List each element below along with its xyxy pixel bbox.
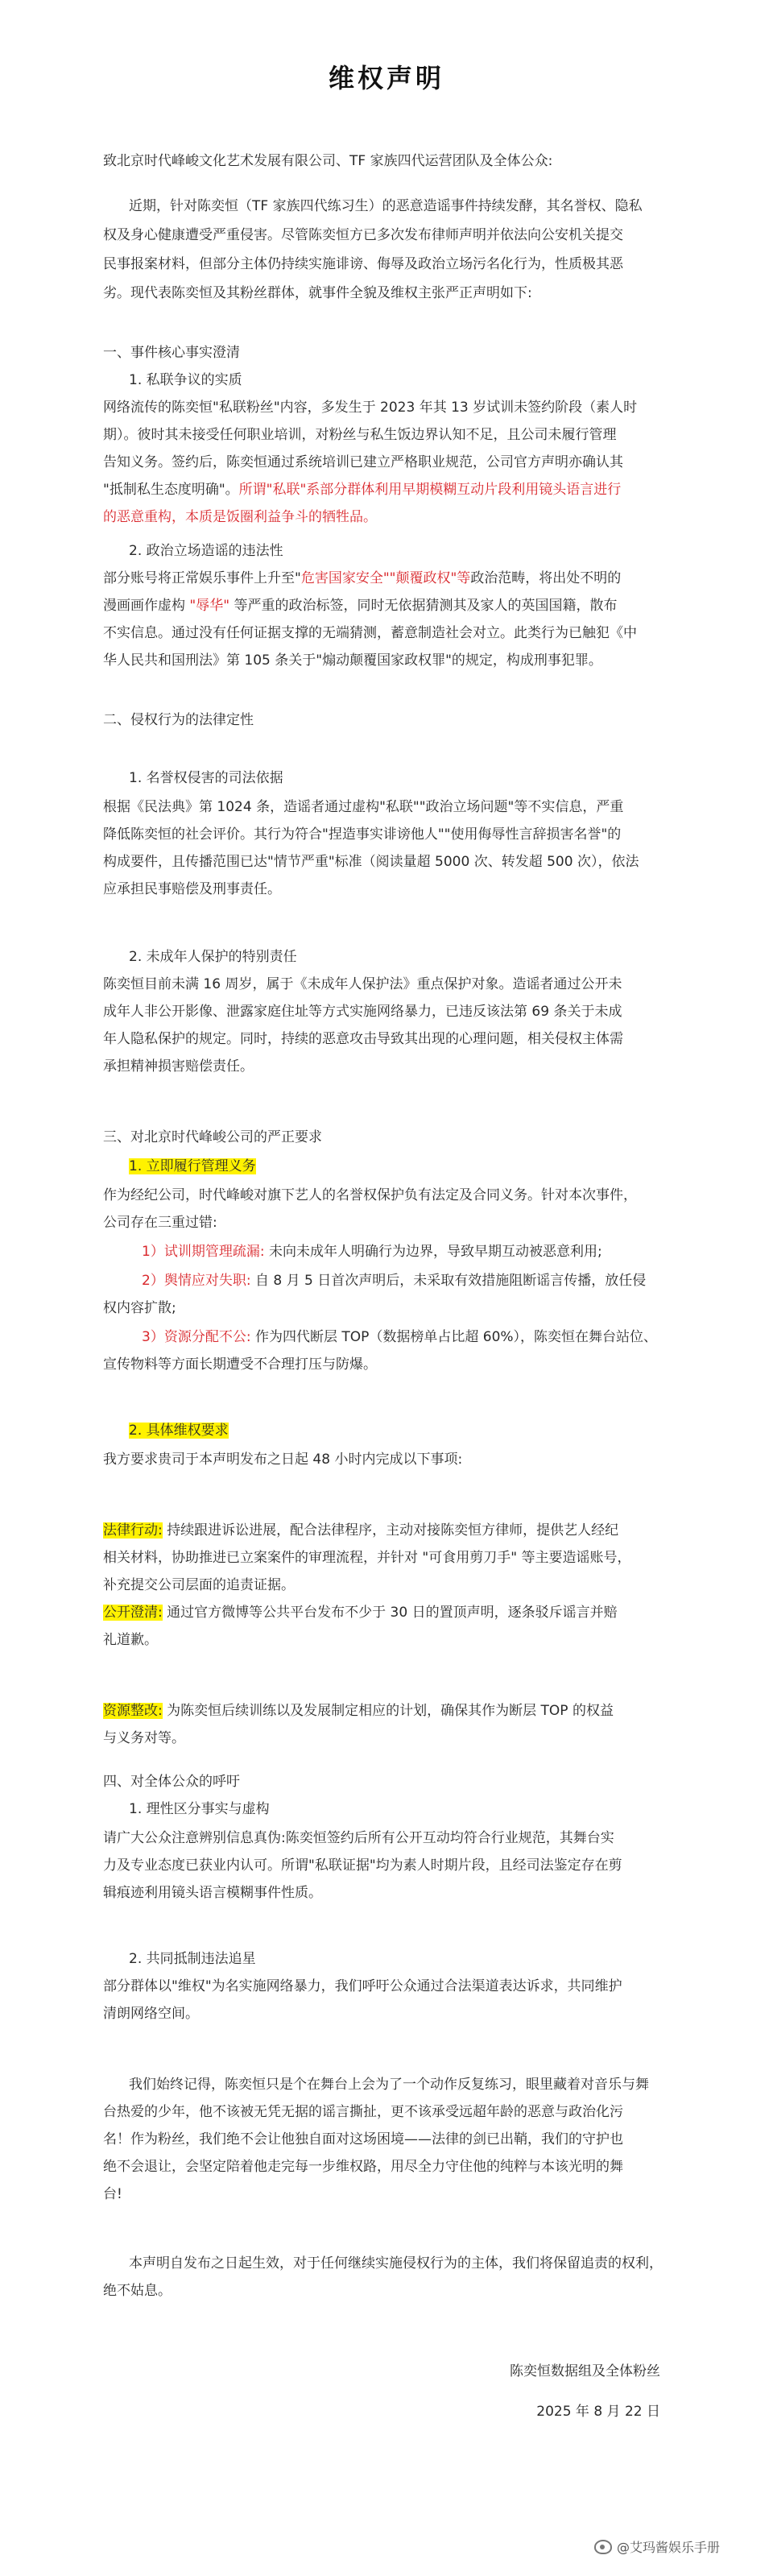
fault-label: 2）舆情应对失职: <box>142 1273 251 1289</box>
paragraph-line: 承担精神损害赔偿责任。 <box>103 1058 254 1075</box>
text-span: "抵制私生态度明确"。 <box>103 482 239 498</box>
text-span: 政治范畴，将出处不明的 <box>470 570 622 586</box>
paragraph-line: 清朗网络空间。 <box>103 2006 199 2022</box>
subsection-heading: 2. 共同抵制违法追星 <box>129 1951 256 1967</box>
page-title: 维权声明 <box>328 63 444 93</box>
effective-line: 绝不姑息。 <box>103 2283 172 2299</box>
watermark-text: @艾玛酱娱乐手册 <box>617 2540 721 2555</box>
paragraph-line: 不实信息。通过没有任何证据支撑的无端猜测，蓄意制造社会对立。此类行为已触犯《中 <box>103 625 637 641</box>
demand-item <box>103 1519 675 1542</box>
paragraph-line: 年人隐私保护的规定。同时，持续的恶意攻击导致其出现的心理问题，相关侵权主体需 <box>103 1031 623 1047</box>
fault-item <box>142 1326 713 1348</box>
demand-item <box>103 1700 675 1722</box>
subsection-heading <box>129 1419 701 1442</box>
salutation: 致北京时代峰峻文化艺术发展有限公司、TF 家族四代运营团队及全体公众: <box>103 153 553 169</box>
closing-line: 绝不会退让，会坚定陪着他走完每一步维权路，用尽全力守住他的纯粹与本该光明的舞 <box>103 2159 623 2175</box>
paragraph-line: 降低陈奕恒的社会评价。其行为符合"捏造事实诽谤他人""使用侮辱性言辞损害名誉"的 <box>103 826 622 843</box>
closing-line: 台热爱的少年，他不该被无凭无据的谣言撕扯，更不该承受远超年龄的恶意与政治化污 <box>103 2104 623 2120</box>
intro-line: 近期，针对陈奕恒（TF 家族四代练习生）的恶意造谣事件持续发酵，其名誉权、隐私 <box>129 198 643 214</box>
intro-line: 民事报案材料，但部分主体仍持续实施诽谤、侮辱及政治立场污名化行为，性质极其恶 <box>103 256 623 272</box>
paragraph-line: 部分群体以"维权"为名实施网络暴力，我们呼吁公众通过合法渠道表达诉求，共同维护 <box>103 1978 622 1994</box>
weibo-icon <box>594 2540 612 2554</box>
date: 2025 年 8 月 22 日 <box>536 2404 660 2420</box>
fault-label: 3）资源分配不公: <box>142 1329 251 1345</box>
subsection-heading: 1. 名誉权侵害的司法依据 <box>129 770 283 786</box>
fault-item <box>142 1240 713 1263</box>
fault-text: 宣传物料等方面长期遭受不合理打压与防爆。 <box>103 1356 377 1373</box>
demand-label: 公开澄清: <box>103 1605 163 1621</box>
fault-item <box>142 1269 713 1292</box>
subsection-heading: 2. 政治立场造谣的违法性 <box>129 543 283 559</box>
demand-label: 资源整改: <box>103 1703 163 1719</box>
fault-text: 自 8 月 5 日首次声明后，未采取有效措施阻断谣言传播，放任侵 <box>250 1273 647 1289</box>
text-span: 等严重的政治标签，同时无依据猜测其及家人的英国国籍，散布 <box>229 598 618 614</box>
fault-text: 未向未成年人明确行为边界，导致早期互动被恶意利用; <box>264 1244 602 1260</box>
paragraph-line: 与义务对等。 <box>103 1730 185 1746</box>
paragraph-line: 网络流传的陈奕恒"私联粉丝"内容，多发生于 2023 年其 13 岁试训未签约阶段（素人时 <box>103 400 638 416</box>
paragraph-line: 相关材料，协助推进已立案案件的审理流程，并针对 "可食用剪刀手" 等主要造谣账号， <box>103 1550 631 1566</box>
highlighted-heading: 1. 立即履行管理义务 <box>129 1158 256 1174</box>
paragraph-line <box>103 478 675 501</box>
paragraph-line: 公司存在三重过错: <box>103 1215 217 1231</box>
paragraph-line: 构成要件，且传播范围已达"情节严重"标准（阅读量超 5000 次、转发超 500 次），依法 <box>103 854 639 870</box>
subsection-heading: 1. 理性区分事实与虚构 <box>129 1801 270 1817</box>
highlight-red-text: 的恶意重构，本质是饭圈利益争斗的牺牲品。 <box>103 509 377 525</box>
section-heading: 一、事件核心事实澄清 <box>103 345 240 361</box>
paragraph-line: 我方要求贵司于本声明发布之日起 48 小时内完成以下事项: <box>103 1452 463 1468</box>
text-span: 漫画画作虚构 <box>103 598 190 614</box>
closing-line: 名！作为粉丝，我们绝不会让他独自面对这场困境——法律的剑已出鞘，我们的守护也 <box>103 2131 623 2147</box>
paragraph-line: 成年人非公开影像、泄露家庭住址等方式实施网络暴力，已违反该法第 69 条关于未成 <box>103 1004 622 1020</box>
paragraph-line: 辑痕迹利用镜头语言模糊事件性质。 <box>103 1885 322 1901</box>
section-heading: 二、侵权行为的法律定性 <box>103 712 254 728</box>
paragraph-line <box>103 594 675 617</box>
demand-text: 为陈奕恒后续训练以及发展制定相应的计划，确保其作为断层 TOP 的权益 <box>162 1703 614 1719</box>
paragraph-line: 告知义务。签约后，陈奕恒通过系统培训已建立严格职业规范，公司官方声明亦确认其 <box>103 454 623 470</box>
demand-text: 通过官方微博等公共平台发布不少于 30 日的置顶声明，逐条驳斥谣言并赔 <box>162 1605 618 1621</box>
text-span: 部分账号将正常娱乐事件上升至" <box>103 570 301 586</box>
closing-line: 我们始终记得，陈奕恒只是个在舞台上会为了一个动作反复练习，眼里藏着对音乐与舞 <box>129 2077 649 2093</box>
paragraph-line: 华人民共和国刑法》第 105 条关于"煽动颠覆国家政权罪"的规定，构成刑事犯罪。 <box>103 652 602 669</box>
demand-text: 持续跟进诉讼进展，配合法律程序，主动对接陈奕恒方律师，提供艺人经纪 <box>162 1522 619 1539</box>
demand-item <box>103 1601 675 1624</box>
closing-line: 台! <box>103 2186 122 2202</box>
paragraph-line: 礼道歉。 <box>103 1632 158 1648</box>
fault-label: 1）试训期管理疏漏: <box>142 1244 265 1260</box>
highlight-red-text: 所谓"私联"系部分群体利用早期模糊互动片段利用镜头语言进行 <box>238 482 622 498</box>
subsection-heading <box>129 1155 701 1178</box>
watermark <box>594 2537 720 2556</box>
intro-line: 权及身心健康遭受严重侵害。尽管陈奕恒方已多次发布律师声明并依法向公安机关提交 <box>103 227 623 243</box>
highlight-red-text: "辱华" <box>189 598 230 614</box>
fault-text: 作为四代断层 TOP（数据榜单占比超 60%），陈奕恒在舞台站位、 <box>250 1329 658 1345</box>
subsection-heading: 1. 私联争议的实质 <box>129 372 242 388</box>
paragraph-line: 力及专业态度已获业内认可。所谓"私联证据"均为素人时期片段，且经司法鉴定存在剪 <box>103 1857 622 1874</box>
paragraph-line: 根据《民法典》第 1024 条，造谣者通过虚构"私联""政治立场问题"等不实信息，严重 <box>103 799 624 815</box>
paragraph-line: 作为经纪公司，时代峰峻对旗下艺人的名誉权保护负有法定及合同义务。针对本次事件， <box>103 1187 637 1203</box>
subsection-heading: 2. 未成年人保护的特别责任 <box>129 949 297 965</box>
demand-label: 法律行动: <box>103 1522 163 1539</box>
paragraph-line <box>103 567 675 590</box>
section-heading: 三、对北京时代峰峻公司的严正要求 <box>103 1129 322 1145</box>
paragraph-line: 补充提交公司层面的追责证据。 <box>103 1577 295 1593</box>
paragraph-line: 请广大公众注意辨别信息真伪:陈奕恒签约后所有公开互动均符合行业规范，其舞台实 <box>103 1830 614 1846</box>
paragraph-line: 陈奕恒目前未满 16 周岁，属于《未成年人保护法》重点保护对象。造谣者通过公开未 <box>103 976 622 992</box>
section-heading: 四、对全体公众的呼吁 <box>103 1774 240 1790</box>
highlight-red-text: 危害国家安全""颠覆政权"等 <box>300 570 471 586</box>
signature: 陈奕恒数据组及全体粉丝 <box>510 2363 660 2379</box>
effective-line: 本声明自发布之日起生效，对于任何继续实施侵权行为的主体，我们将保留追责的权利， <box>129 2255 663 2272</box>
paragraph-line: 期）。彼时其未接受任何职业培训，对粉丝与私生饭边界认知不足，且公司未履行管理 <box>103 427 617 443</box>
fault-text: 权内容扩散; <box>103 1300 176 1316</box>
intro-line: 劣。现代表陈奕恒及其粉丝群体，就事件全貌及维权主张严正声明如下: <box>103 285 532 301</box>
highlighted-heading: 2. 具体维权要求 <box>129 1423 229 1439</box>
paragraph-line: 应承担民事赔偿及刑事责任。 <box>103 881 281 897</box>
